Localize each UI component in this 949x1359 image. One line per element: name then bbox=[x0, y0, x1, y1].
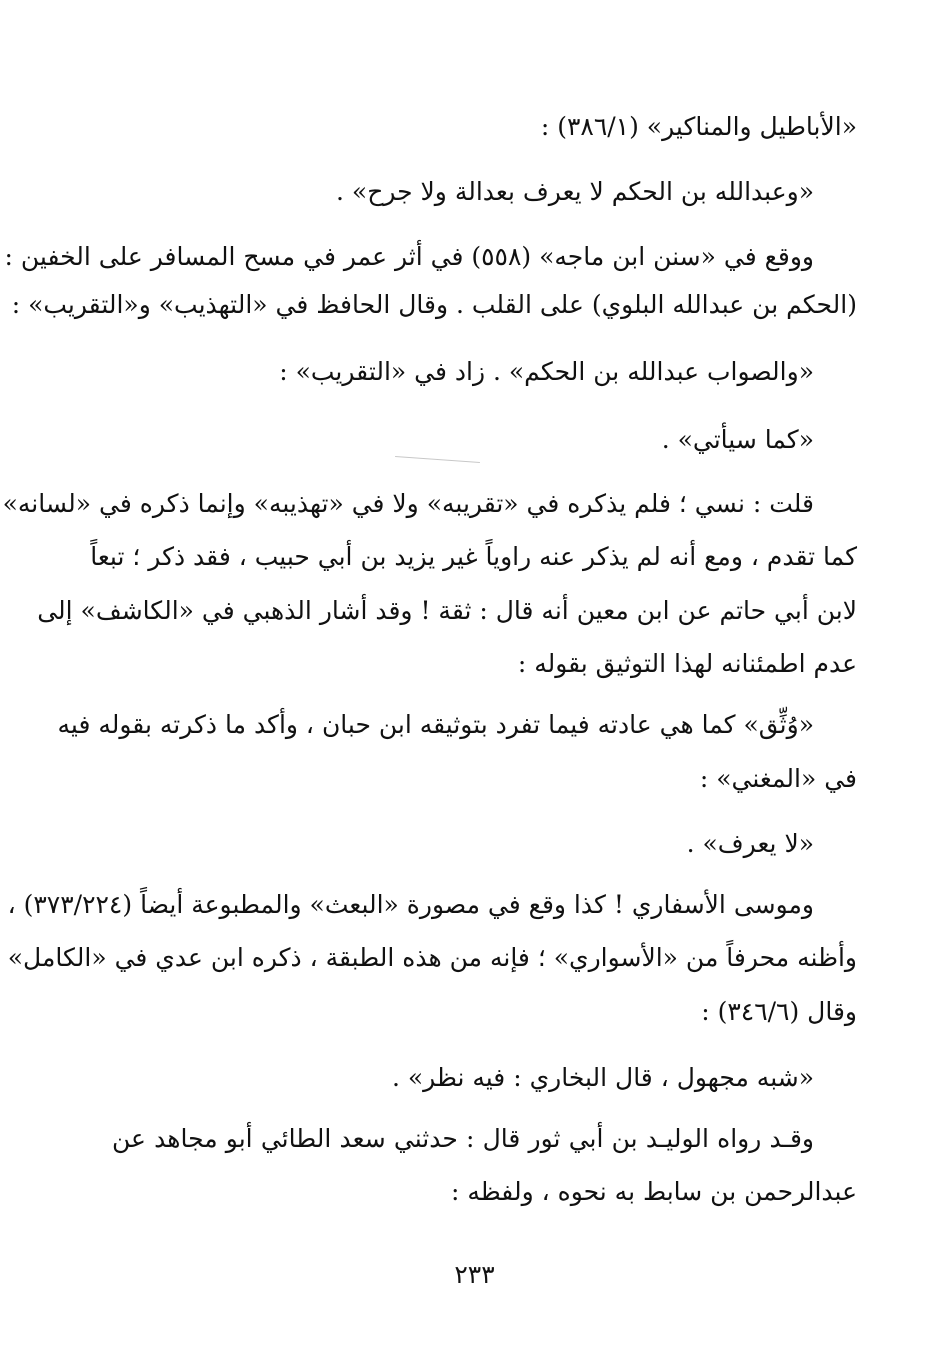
text-line-4: (الحكم بن عبدالله البلوي) على القلب . وقال الحافظ في «التهذيب» و«التقريب» : bbox=[11, 290, 857, 319]
text-line-2: «وعبدالله بن الحكم لا يعرف بعدالة ولا جرح» . bbox=[336, 177, 814, 206]
text-line-9: لابن أبي حاتم عن ابن معين أنه قال : ثقة ! وقد أشار الذهبي في «الكاشف» إلى bbox=[37, 596, 857, 625]
text-line-13: «لا يعرف» . bbox=[686, 829, 814, 858]
text-line-17: «شبه مجهول ، قال البخاري : فيه نظر» . bbox=[391, 1063, 814, 1092]
text-line-19: عبدالرحمن بن سابط به نحوه ، ولفظه : bbox=[451, 1177, 857, 1206]
text-line-15: وأظنه محرفاً من «الأسواري» ؛ فإنه من هذه الطبقة ، ذكره ابن عدي في «الكامل» bbox=[7, 943, 857, 972]
text-line-7: قلت : نسي ؛ فلم يذكره في «تقريبه» ولا في «تهذيبه» وإنما ذكره في «لسانه» bbox=[2, 489, 814, 518]
text-line-10: عدم اطمئنانه لهذا التوثيق بقوله : bbox=[517, 649, 857, 678]
scan-mark bbox=[395, 456, 480, 463]
text-line-8: كما تقدم ، ومع أنه لم يذكر عنه راوياً غير يزيد بن أبي حبيب ، فقد ذكر ؛ تبعاً bbox=[90, 542, 857, 571]
text-line-14: وموسى الأسفاري ! كذا وقع في مصورة «البعث» والمطبوعة أيضاً (٣٧٣/٢٢٤) ، bbox=[7, 890, 814, 919]
text-line-12: في «المغني» : bbox=[699, 764, 857, 793]
text-line-1: «الأباطيل والمناكير» (٣٨٦/١) : bbox=[540, 112, 857, 141]
text-line-16: وقال (٣٤٦/٦) : bbox=[701, 997, 857, 1026]
text-line-11: «وُثِّق» كما هي عادته فيما تفرد بتوثيقه ابن حبان ، وأكد ما ذكرته بقوله فيه bbox=[57, 710, 814, 739]
page-number: ٢٣٣ bbox=[454, 1260, 495, 1289]
text-line-3: ووقع في «سنن ابن ماجه» (٥٥٨) في أثر عمر في مسح المسافر على الخفين : bbox=[4, 242, 814, 271]
text-line-6: «كما سيأتي» . bbox=[661, 425, 814, 454]
text-line-18: وقـد رواه الوليـد بن أبي ثور قال : حدثني سعد الطائي أبو مجاهد عن bbox=[112, 1124, 814, 1153]
text-line-5: «والصواب عبدالله بن الحكم» . زاد في «التقريب» : bbox=[279, 357, 814, 386]
